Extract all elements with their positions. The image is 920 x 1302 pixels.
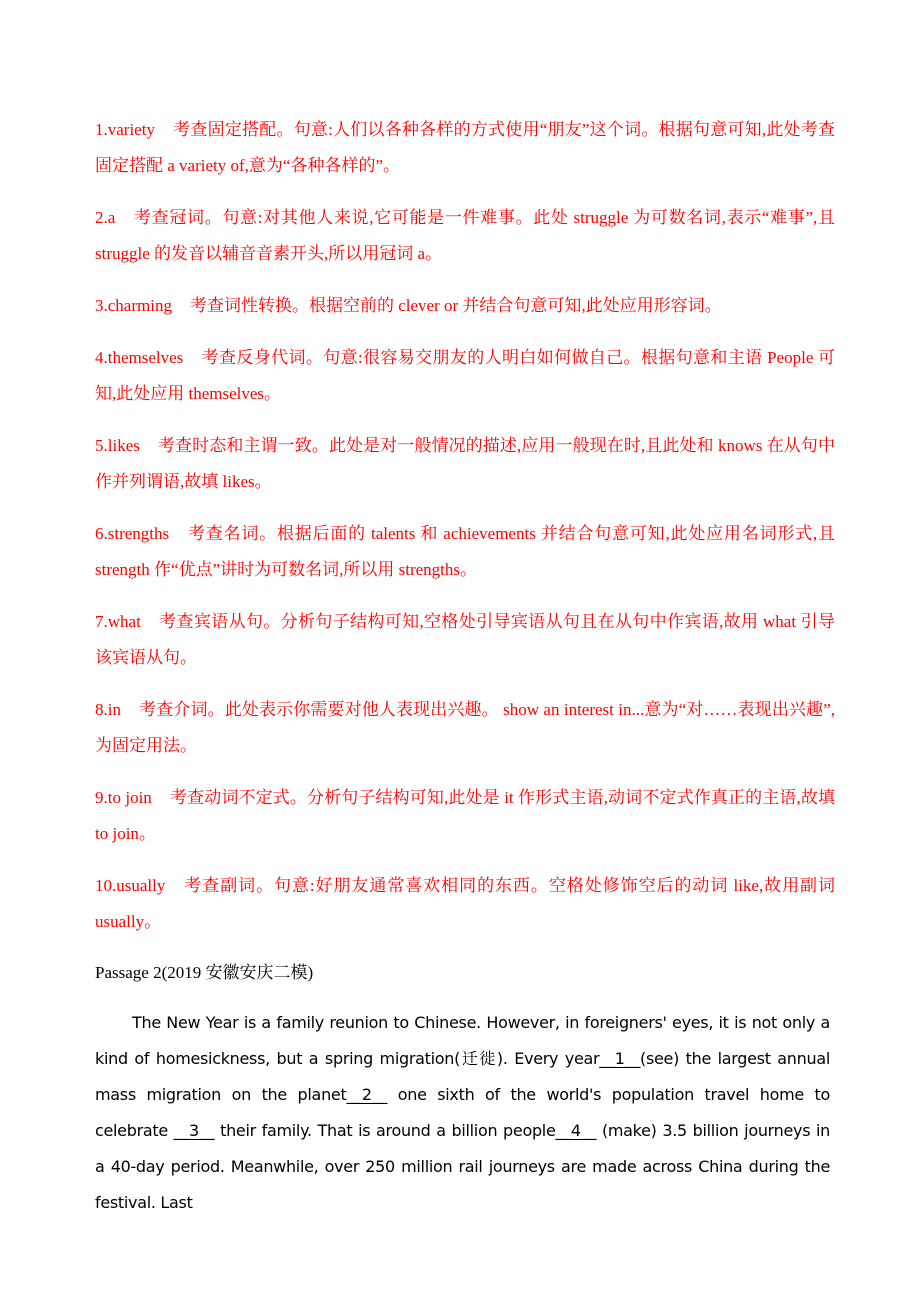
answer-item [95, 516, 835, 588]
answer-key: 3.charming [95, 296, 172, 315]
answer-key-list [95, 112, 835, 956]
passage-segment: (make) 3.5 billion journeys in a 40-day period. Meanwhile, over 250 million rail journeys are made across China during the festival. Last [95, 1121, 830, 1212]
answer-explanation: 考查宾语从句。分析句子结构可知,空格处引导宾语从句且在从句中作宾语,故用 what 引导该宾语从句。 [95, 612, 835, 667]
answer-key: 6.strengths [95, 524, 170, 543]
answer-key: 8.in [95, 700, 121, 719]
passage-segment: The New Year is a family reunion to Chinese. However, in foreigners' eyes, it is not only a kind of homesickness, but a spring migration(迁徙). Every year [95, 1013, 830, 1068]
answer-key: 1.variety [95, 120, 155, 139]
answer-item [95, 428, 835, 500]
answer-key: 5.likes [95, 436, 140, 455]
answer-key: 9.to join [95, 788, 152, 807]
answer-key: 4.themselves [95, 348, 184, 367]
answer-item [95, 692, 835, 764]
answer-key: 2.a [95, 208, 116, 227]
blank-4: __4__ [555, 1121, 597, 1140]
answer-key: 7.what [95, 612, 141, 631]
answer-item [95, 200, 835, 272]
blank-2: __2__ [346, 1085, 388, 1104]
answer-explanation: 考查冠词。句意:对其他人来说,它可能是一件难事。此处 struggle 为可数名词,表示“难事”,且 struggle 的发音以辅音音素开头,所以用冠词 a。 [95, 208, 835, 263]
passage-title: Passage 2(2019 安徽安庆二模) [95, 963, 314, 982]
passage-text [95, 1005, 830, 1221]
passage-segment: one sixth of the world's population travel home to celebrate [95, 1085, 831, 1140]
blank-1: __1__ [599, 1049, 641, 1068]
answer-item [95, 780, 835, 852]
answer-explanation: 考查词性转换。根据空前的 clever or 并结合句意可知,此处应用形容词。 [189, 296, 722, 315]
answer-item [95, 604, 835, 676]
answer-explanation: 考查动词不定式。分析句子结构可知,此处是 it 作形式主语,动词不定式作真正的主语,故填 to join。 [95, 788, 836, 843]
answer-item [95, 112, 835, 184]
answer-key: 10.usually [95, 876, 166, 895]
answer-explanation: 考查介词。此处表示你需要对他人表现出兴趣。 show an interest in...意为“对……表现出兴趣”,为固定用法。 [95, 700, 835, 755]
passage-segment: (see) the largest annual mass migration on the planet [95, 1049, 830, 1104]
answer-item [95, 288, 835, 324]
passage-segment: their family. That is around a billion people [214, 1121, 556, 1140]
answer-explanation: 考查时态和主谓一致。此处是对一般情况的描述,应用一般现在时,且此处和 knows 在从句中作并列谓语,故填 likes。 [95, 436, 835, 491]
answer-explanation: 考查固定搭配。句意:人们以各种各样的方式使用“朋友”这个词。根据句意可知,此处考查固定搭配 a variety of,意为“各种各样的”。 [95, 120, 835, 175]
answer-explanation: 考查反身代词。句意:很容易交朋友的人明白如何做自己。根据句意和主语 People 可知,此处应用 themselves。 [95, 348, 835, 403]
answer-item [95, 340, 835, 412]
answer-explanation: 考查副词。句意:好朋友通常喜欢相同的东西。空格处修饰空后的动词 like,故用副词 usually。 [95, 876, 835, 931]
blank-3: __3__ [173, 1121, 215, 1140]
answer-explanation: 考查名词。根据后面的 talents 和 achievements 并结合句意可知,此处应用名词形式,且 strength 作“优点”讲时为可数名词,所以用 strengths。 [95, 524, 835, 579]
answer-item [95, 868, 835, 940]
